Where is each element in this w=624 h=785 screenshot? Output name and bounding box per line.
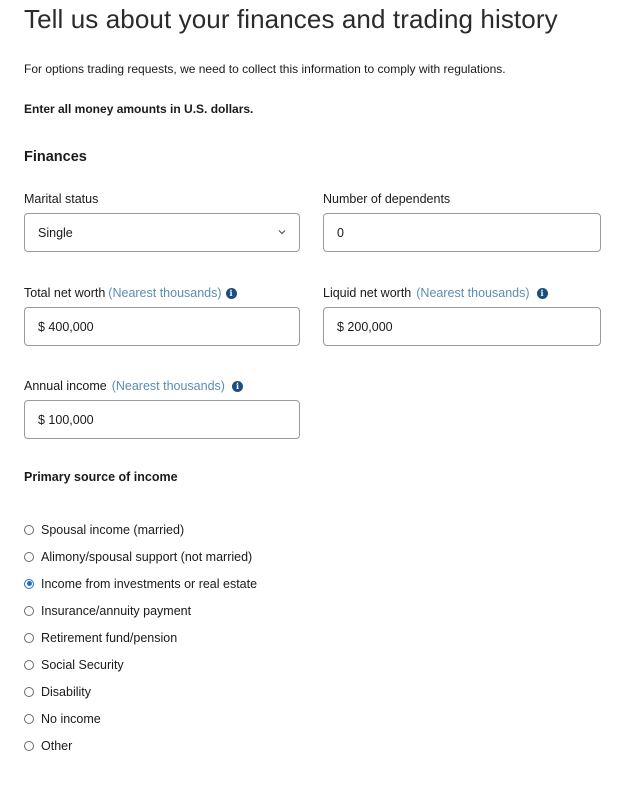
total-net-worth-label-text: Total net worth xyxy=(24,286,106,300)
liquid-net-worth-label xyxy=(323,286,548,300)
radio-unchecked-icon[interactable] xyxy=(24,552,34,562)
info-icon[interactable]: i xyxy=(232,381,243,392)
radio-option-label: Social Security xyxy=(41,657,124,672)
radio-unchecked-icon[interactable] xyxy=(24,714,34,724)
radio-unchecked-icon[interactable] xyxy=(24,741,34,751)
radio-unchecked-icon[interactable] xyxy=(24,525,34,535)
dependents-label xyxy=(323,192,450,206)
radio-option-label: Insurance/annuity payment xyxy=(41,603,192,618)
radio-option[interactable] xyxy=(24,570,257,597)
radio-option[interactable] xyxy=(24,732,257,759)
annual-income-value: $ 100,000 xyxy=(38,412,94,427)
radio-option[interactable] xyxy=(24,597,257,624)
radio-option[interactable] xyxy=(24,624,257,651)
dependents-label-text: Number of dependents xyxy=(323,192,451,206)
marital-status-label-text: Marital status xyxy=(24,192,99,206)
total-net-worth-value: $ 400,000 xyxy=(38,319,94,334)
total-net-worth-label xyxy=(24,286,237,300)
total-net-worth-input[interactable] xyxy=(24,307,300,346)
income-source-radio-group xyxy=(24,516,257,759)
finances-section-title: Finances xyxy=(24,149,87,165)
marital-status-label xyxy=(24,192,98,206)
radio-unchecked-icon[interactable] xyxy=(24,687,34,697)
radio-option-label: Other xyxy=(41,738,73,753)
radio-option-label: Spousal income (married) xyxy=(41,522,185,537)
radio-option[interactable] xyxy=(24,543,257,570)
page-title: Tell us about your finances and trading history xyxy=(24,4,558,34)
dependents-input[interactable] xyxy=(323,213,601,252)
annual-income-label-text: Annual income xyxy=(24,379,107,393)
radio-option-label: Income from investments or real estate xyxy=(41,576,258,591)
radio-option-label: Retirement fund/pension xyxy=(41,630,178,645)
total-net-worth-hint: (Nearest thousands) xyxy=(108,286,222,300)
marital-status-value: Single xyxy=(38,225,73,240)
money-note: Enter all money amounts in U.S. dollars. xyxy=(24,102,254,116)
radio-option-label: No income xyxy=(41,711,101,726)
chevron-down-icon xyxy=(277,227,287,237)
liquid-net-worth-label-text: Liquid net worth xyxy=(323,286,412,300)
radio-option-label: Disability xyxy=(41,684,92,699)
radio-unchecked-icon[interactable] xyxy=(24,633,34,643)
liquid-net-worth-value: $ 200,000 xyxy=(337,319,393,334)
info-icon[interactable]: i xyxy=(226,288,237,299)
radio-option[interactable] xyxy=(24,705,257,732)
liquid-net-worth-hint: (Nearest thousands) xyxy=(416,286,530,300)
radio-option-label: Alimony/spousal support (not married) xyxy=(41,549,253,564)
annual-income-hint: (Nearest thousands) xyxy=(111,379,225,393)
info-icon[interactable]: i xyxy=(537,288,548,299)
radio-option[interactable] xyxy=(24,516,257,543)
liquid-net-worth-input[interactable] xyxy=(323,307,601,346)
income-source-heading: Primary source of income xyxy=(24,470,178,484)
radio-unchecked-icon[interactable] xyxy=(24,606,34,616)
dependents-value: 0 xyxy=(337,225,344,240)
radio-unchecked-icon[interactable] xyxy=(24,660,34,670)
radio-option[interactable] xyxy=(24,651,257,678)
intro-text: For options trading requests, we need to collect this information to comply with regulations. xyxy=(24,62,506,76)
annual-income-label xyxy=(24,379,243,393)
marital-status-select[interactable] xyxy=(24,213,300,252)
annual-income-input[interactable] xyxy=(24,400,300,439)
radio-option[interactable] xyxy=(24,678,257,705)
radio-checked-icon[interactable] xyxy=(24,579,34,589)
